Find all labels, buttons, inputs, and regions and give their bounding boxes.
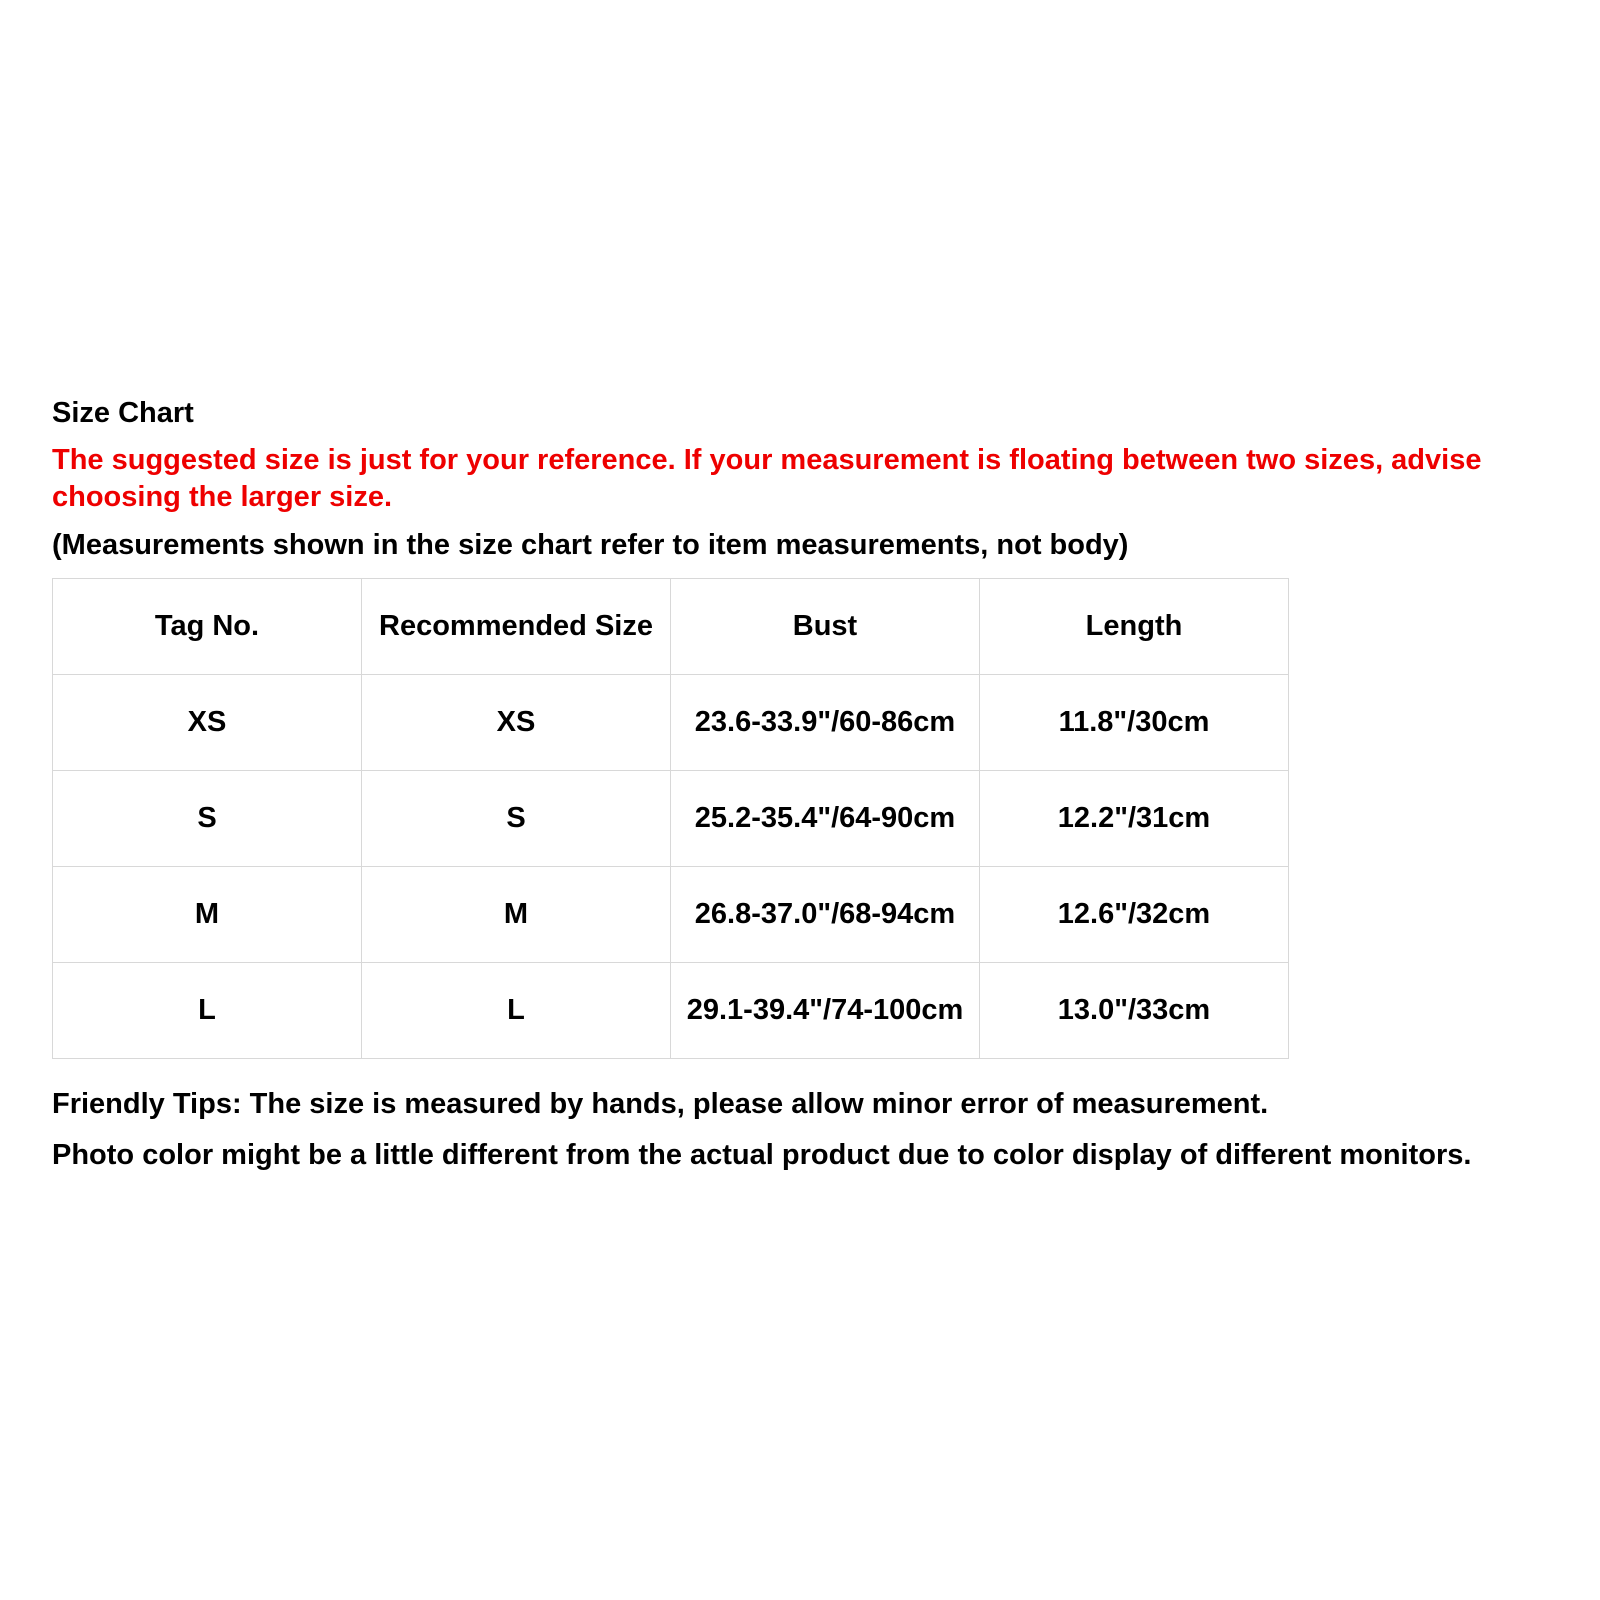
page-title: Size Chart — [52, 397, 194, 429]
cell-length: 12.2"/31cm — [980, 771, 1289, 867]
cell-tag-no: XS — [53, 675, 362, 771]
size-chart-document — [52, 396, 1572, 1189]
friendly-tip: Friendly Tips: The size is measured by hands, please allow minor error of measurement. — [52, 1088, 1269, 1120]
cell-tag-no: S — [53, 771, 362, 867]
cell-bust: 23.6-33.9"/60-86cm — [671, 675, 980, 771]
cell-bust: 25.2-35.4"/64-90cm — [671, 771, 980, 867]
table-row — [53, 867, 1289, 963]
tips-section — [52, 1087, 1572, 1172]
cell-length: 13.0"/33cm — [980, 963, 1289, 1059]
size-table — [52, 578, 1289, 1059]
header-tag-no: Tag No. — [53, 579, 362, 675]
cell-tag-no: M — [53, 867, 362, 963]
header-recommended-size: Recommended Size — [362, 579, 671, 675]
cell-bust: 29.1-39.4"/74-100cm — [671, 963, 980, 1059]
color-disclaimer: Photo color might be a little different from the actual product due to color display of different monitors. — [52, 1139, 1472, 1171]
cell-recommended-size: L — [362, 963, 671, 1059]
table-header-row — [53, 579, 1289, 675]
measurement-note: (Measurements shown in the size chart refer to item measurements, not body) — [52, 529, 1129, 561]
cell-recommended-size: S — [362, 771, 671, 867]
header-length: Length — [980, 579, 1289, 675]
header-bust: Bust — [671, 579, 980, 675]
cell-recommended-size: XS — [362, 675, 671, 771]
cell-tag-no: L — [53, 963, 362, 1059]
size-warning: The suggested size is just for your reference. If your measurement is floating between two sizes, advise choosing the larger size. — [52, 444, 1482, 513]
cell-length: 11.8"/30cm — [980, 675, 1289, 771]
cell-recommended-size: M — [362, 867, 671, 963]
table-row — [53, 771, 1289, 867]
cell-length: 12.6"/32cm — [980, 867, 1289, 963]
table-row — [53, 675, 1289, 771]
table-row — [53, 963, 1289, 1059]
cell-bust: 26.8-37.0"/68-94cm — [671, 867, 980, 963]
